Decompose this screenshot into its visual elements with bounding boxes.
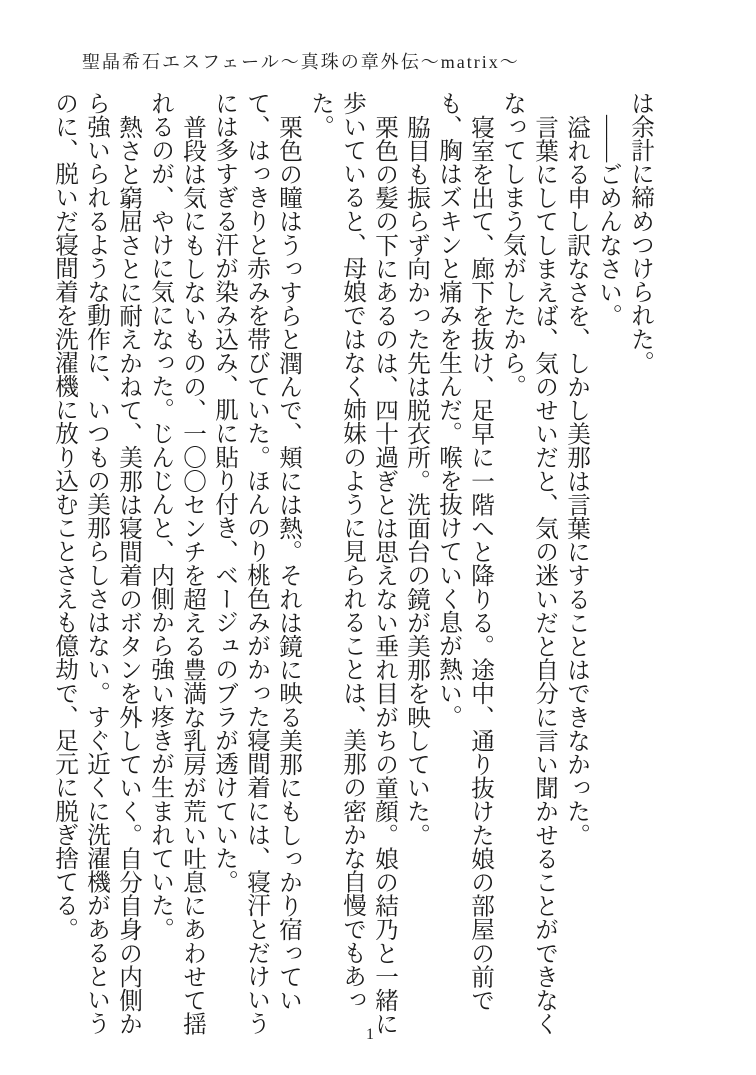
paragraph: 栗色の瞳はうっすらと潤んで、頬には熱。それは鏡に映る美那にもしっかり宿っていて、はっきりと赤みを帯びていた。ほんのり桃色みがかった寝間着には、寝汗とだけいうには多すぎる汗が染み込み、肌に貼り付き、ベージュのブラが透けていた。: [211, 91, 301, 1035]
paragraph: 普段は気にもしないものの、一〇〇センチを超える豊満な乳房が荒い吐息にあわせて揺れるのが、やけに気になった。じんじんと、内側から強い疼きが生まれていた。: [147, 91, 205, 1035]
paragraph: は余計に締めつけられた。: [627, 91, 653, 375]
novel-text-body: [48, 91, 656, 1043]
page-header-title: 聖晶希石エスフェール～真珠の章外伝～matrix～: [82, 52, 520, 72]
paragraph: 溢れる申し訳なさを、しかし美那は言葉にすることはできなかった。: [563, 114, 589, 847]
paragraph: 熱さと窮屈さとに耐えかねて、美那は寝間着のボタンを外していく。自分自身の内側から強いられるような動作に、いつもの美那らしさはない。すぐ近くに洗濯機があるというのに、脱いだ寝間着を洗濯機に放り込むことさえも億劫で、足元に脱ぎ捨てる。: [51, 91, 141, 1035]
paragraph: ――ごめんなさい。: [595, 114, 621, 327]
paragraph: 脇目も振らず向かった先は脱衣所。洗面台の鏡が美那を映していた。: [403, 114, 429, 847]
paragraph: 寝室を出て、廊下を抜け、足早に一階へと降りる。途中、通り抜けた娘の部屋の前でも、胸はズキンと痛みを生んだ。喉を抜けていく息が熱い。: [435, 91, 493, 1012]
paragraph: 言葉にしてしまえば、気のせいだと、気の迷いだと自分に言い聞かせることができなくなってしまう気がしたから。: [499, 91, 557, 1035]
page-number: 1: [366, 1026, 374, 1043]
paragraph: 栗色の髪の下にあるのは、四十過ぎとは思えない垂れ目がちの童顔。娘の結乃と一緒に歩いていると、母娘ではなく姉妹のように見られることは、美那の密かな自慢でもあった。: [307, 91, 397, 1035]
